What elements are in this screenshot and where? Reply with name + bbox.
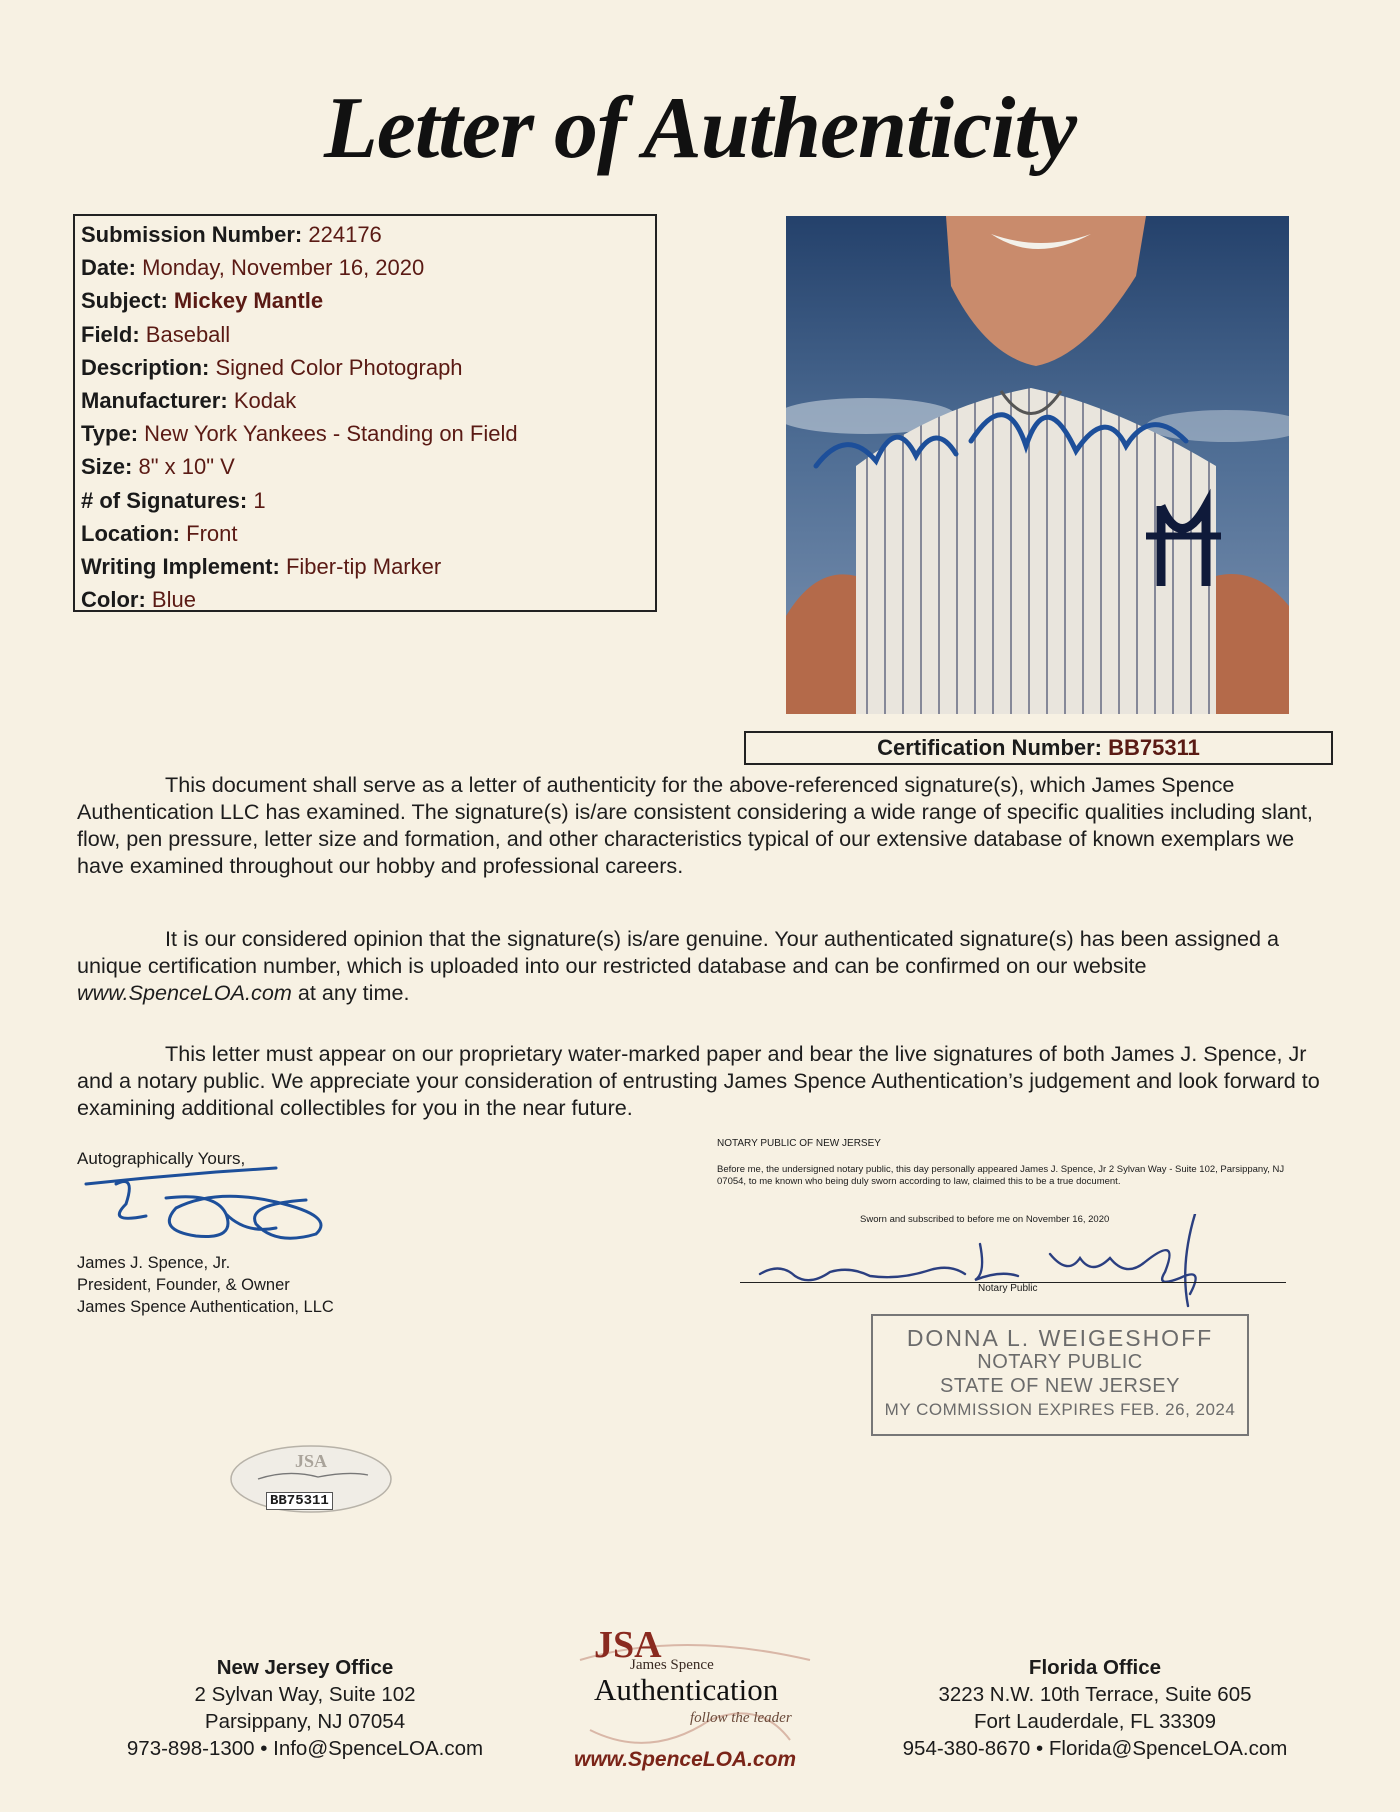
field-label: # of Signatures: [81,487,248,513]
notary-signature [750,1214,1230,1310]
paragraph-3 [77,1040,1332,1121]
logo-url[interactable]: www.SpenceLOA.com [574,1748,797,1771]
paragraph-text: This letter must appear on our proprietary water-marked paper and bear the live signatures of both James J. Spence, Jr and a notary public. We appreciate your consideration of entrusting James Spence Authentication’s judgement and look forward to examining additional collectibles for you in the near future. [77,1041,1320,1120]
field-row [81,550,649,583]
field-value: Monday, November 16, 2020 [142,255,425,281]
submission-details-box [73,214,657,612]
signer-title: President, Founder, & Owner [77,1276,290,1294]
new-jersey-office [85,1654,525,1762]
field-row [81,318,649,351]
office-contact: 973-898-1300 • Info@SpenceLOA.com [126,1737,484,1760]
jsa-logo-text: JSA [594,1624,662,1666]
field-label: Date: [81,255,137,281]
field-row [81,583,649,616]
field-label: Manufacturer: [81,388,228,414]
field-label: Location: [81,520,180,546]
field-value: Mickey Mantle [173,288,324,314]
paragraph-text: This document shall serve as a letter of authenticity for the above-referenced signature(s), which James Spence Authentication LLC has examined. The signature(s) is/are consistent considering a wide range of specific qualities including slant, flow, pen pressure, letter size and formation, and other characteristics typical of our extensive database of known exemplars we have examined throughout our hobby and professional careers. [77,772,1313,878]
office-heading: Florida Office [1028,1656,1162,1679]
field-label: Color: [81,587,146,613]
field-value: 224176 [308,222,382,247]
field-row [81,218,649,251]
field-row [81,351,649,384]
field-row [81,517,649,550]
field-label: Type: [81,421,139,447]
field-label: Writing Implement: [81,554,280,580]
field-label: Subject: [81,288,168,314]
field-row [81,417,649,450]
signed-photo [786,216,1289,714]
logo-tagline: follow the leader [690,1710,792,1726]
field-label: Description: [81,354,210,380]
field-value: 1 [253,487,266,513]
certification-label: Certification Number: [877,735,1103,760]
sworn-date: Sworn and subscribed to before me on November 16, 2020 [860,1214,1110,1225]
field-label: Size: [81,454,133,480]
field-row [81,251,649,284]
field-value: Kodak [233,388,297,414]
office-address: 2 Sylvan Way, Suite 102 [194,1683,416,1706]
field-value: Signed Color Photograph [215,354,463,380]
field-row [81,284,649,317]
sticker-brand: JSA [294,1451,328,1471]
field-row [81,450,649,483]
field-label: Submission Number: [81,222,303,247]
logo-subtitle: James Spence [630,1657,714,1673]
field-value: 8" x 10" V [138,454,235,480]
field-value: Baseball [145,321,231,347]
office-city: Fort Lauderdale, FL 33309 [974,1710,1216,1733]
stamp-line: STATE OF NEW JERSEY [940,1375,1180,1397]
signer-company: James Spence Authentication, LLC [77,1298,334,1316]
office-address: 3223 N.W. 10th Terrace, Suite 605 [938,1683,1252,1706]
stamp-line: NOTARY PUBLIC [977,1351,1143,1373]
stamp-name: DONNA L. WEIGESHOFF [906,1325,1214,1351]
field-row [81,384,649,417]
office-contact: 954-380-8670 • Florida@SpenceLOA.com [902,1737,1288,1760]
office-heading: New Jersey Office [216,1656,394,1679]
notary-heading: NOTARY PUBLIC OF NEW JERSEY [717,1138,881,1149]
field-value: New York Yankees - Standing on Field [144,421,518,447]
stamp-expiry: MY COMMISSION EXPIRES FEB. 26, 2024 [884,1400,1236,1419]
spence-signature [76,1164,346,1248]
paragraph-2 [77,925,1332,1006]
field-value: Blue [151,587,196,613]
field-value: Fiber-tip Marker [285,554,442,580]
office-city: Parsippany, NJ 07054 [204,1710,406,1733]
certification-number-box [744,731,1333,765]
paragraph-text: It is our considered opinion that the signature(s) is/are genuine. Your authenticated signature(s) has been assigned a unique certification number, which is uploaded into our restricted database and can be confirmed on our website [77,926,1279,978]
signer-block [77,1252,457,1318]
field-value: Front [186,520,238,546]
closing: Autographically Yours, [77,1149,246,1168]
notary-stamp [871,1314,1249,1436]
sticker-number: BB75311 [266,1492,333,1510]
florida-office [860,1654,1330,1762]
field-row [81,484,649,517]
paragraph-text: at any time. [291,980,410,1005]
signer-name: James J. Spence, Jr. [77,1254,231,1272]
certification-value: BB75311 [1108,735,1200,760]
paragraph-1 [77,771,1332,879]
notary-statement: Before me, the undersigned notary public, this day personally appeared James J. Spence, Jr 2 Sylvan Way - Suite 102, Parsippany, NJ 07054, to me known who being duly sworn according to law, claimed this to be a true document. [717,1164,1285,1187]
field-label: Field: [81,321,140,347]
website-link[interactable]: www.SpenceLOA.com [77,980,292,1005]
page-title: Letter of Authenticity [324,80,1076,177]
notary-public-label: Notary Public [978,1283,1038,1294]
logo-authentication: Authentication [594,1672,779,1707]
